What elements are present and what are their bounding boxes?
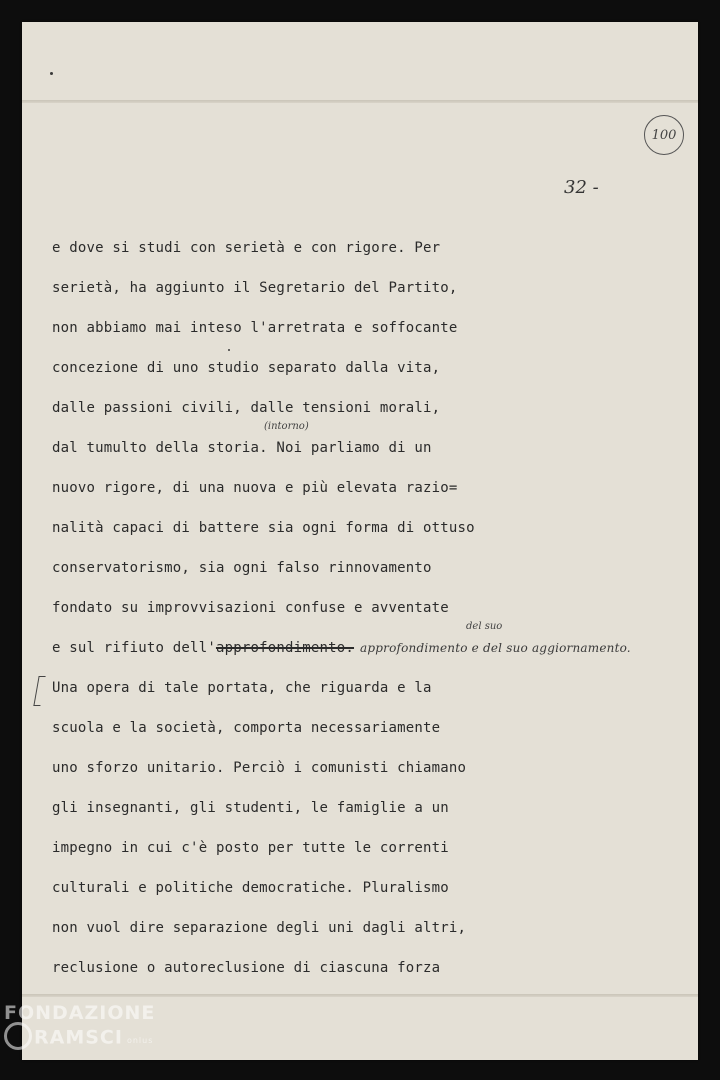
text-line-15: gli insegnanti, gli studenti, le famiglie a un — [52, 800, 449, 816]
handwritten-annotation-del-suo: del suo — [466, 621, 503, 632]
text-line-14: uno sforzo unitario. Perciò i comunisti chiamano — [52, 760, 467, 776]
text-line-17: culturali e politiche democratiche. Pluralismo — [52, 880, 449, 896]
text-line-6: dal tumulto della storia. Noi parliamo di un — [52, 440, 432, 456]
text-line-16: impegno in cui c'è posto per tutte le correnti — [52, 840, 449, 856]
stamp-number: 100 — [651, 127, 677, 143]
text-line-19: reclusione o autoreclusione di ciascuna forza — [52, 960, 441, 976]
text-line-10: fondato su improvvisazioni confuse e avventate — [52, 600, 449, 616]
watermark-suffix: onlus — [126, 1036, 154, 1045]
archive-stamp — [644, 115, 684, 155]
handwritten-annotation-intorno: (intorno) — [264, 421, 309, 432]
struck-word: approfondimento. — [215, 640, 355, 656]
page-number: 32 - — [564, 177, 599, 198]
text-line-4: concezione di uno studio separato dalla vita, — [52, 360, 441, 376]
paper-speck — [228, 349, 230, 351]
paper-speck — [50, 72, 53, 75]
paper-fold-bottom — [22, 994, 698, 997]
text-line-7: nuovo rigore, di una nuova e più elevata razio= — [52, 480, 458, 496]
watermark-line-1: FONDAZIONE — [4, 1002, 156, 1024]
text-line-5: dalle passioni civili, dalle tensioni morali, — [52, 400, 441, 416]
text-line-8: nalità capaci di battere sia ogni forma di ottuso — [52, 520, 475, 536]
paper-fold-top — [22, 100, 698, 103]
watermark-word: RAMSCI — [34, 1026, 123, 1049]
text-line-18: non vuol dire separazione degli uni dagli altri, — [52, 920, 467, 936]
fondazione-gramsci-watermark — [4, 1002, 155, 1052]
text-line-3: non abbiamo mai inteso l'arretrata e soffocante — [52, 320, 458, 336]
line-prefix: e sul rifiuto dell' — [52, 640, 216, 656]
watermark-line-2 — [4, 1024, 155, 1052]
text-line-12: Una opera di tale portata, che riguarda e la — [52, 680, 432, 696]
text-line-2: serietà, ha aggiunto il Segretario del Partito, — [52, 280, 458, 296]
text-line-13: scuola e la società, comporta necessariamente — [52, 720, 441, 736]
handwritten-correction: approfondimento e del suo aggiornamento. — [360, 641, 631, 655]
text-line-1: e dove si studi con serietà e con rigore. Per — [52, 240, 441, 256]
text-line-11 — [52, 640, 631, 656]
text-line-9: conservatorismo, sia ogni falso rinnovamento — [52, 560, 432, 576]
gramsci-logo-g-icon — [4, 1022, 32, 1050]
